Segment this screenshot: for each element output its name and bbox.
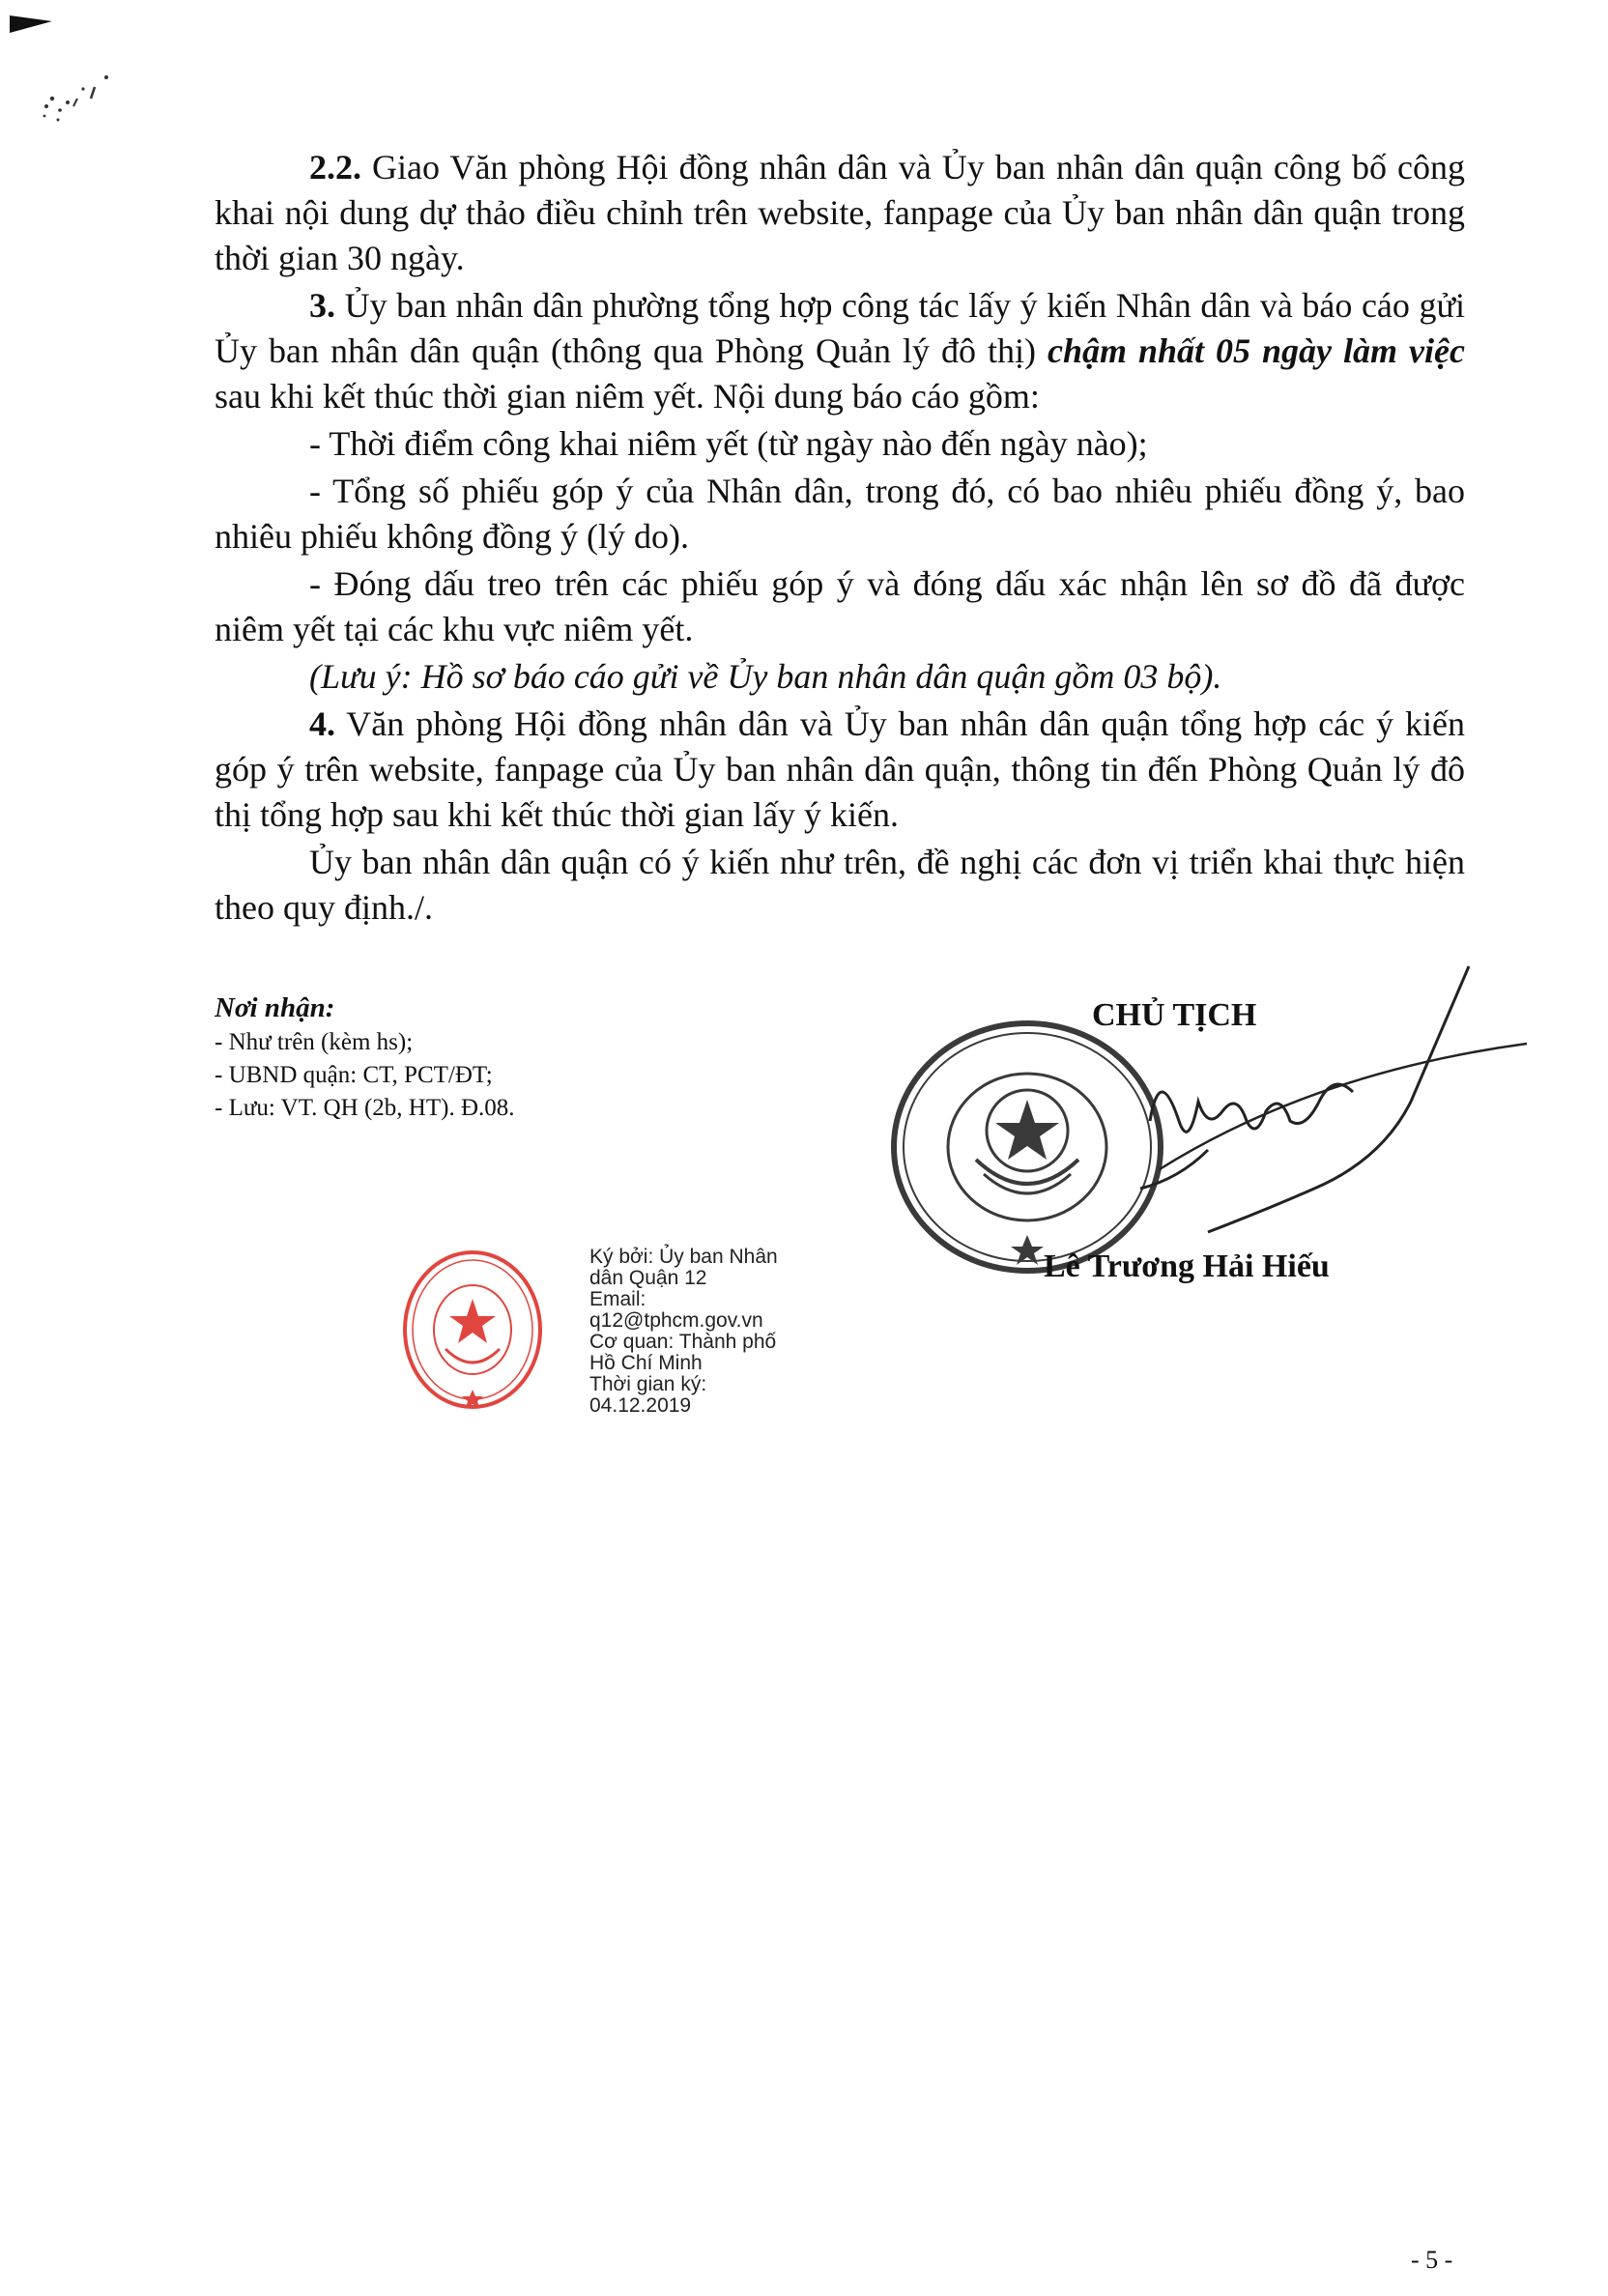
digital-signature-info <box>589 1247 841 1417</box>
document-body <box>215 145 1465 931</box>
paragraph-number: 3. <box>309 286 335 325</box>
digital-signature-line: Thời gian ký: <box>589 1373 707 1395</box>
paragraph-text: sau khi kết thúc thời gian niêm yết. Nội dung báo cáo gồm: <box>215 377 1040 416</box>
corner-triangle-mark <box>10 14 52 35</box>
bullet-item: - Thời điểm công khai niêm yết (từ ngày nào đến ngày nào); <box>309 424 1148 463</box>
recipients-title: Nơi nhận: <box>215 992 335 1023</box>
paragraph-text: Văn phòng Hội đồng nhân dân và Ủy ban nhân dân quận tổng hợp các ý kiến góp ý trên website, fanpage của Ủy ban nhân dân quận, thông tin đến Phòng Quản lý đô thị tổng hợp sau khi kết thúc thời gian lấy ý kiến. <box>215 704 1465 834</box>
signer-role: CHỦ TỊCH <box>1092 997 1257 1033</box>
recipient-item: - UBND quận: CT, PCT/ĐT; <box>215 1062 493 1088</box>
bullet-item: - Tổng số phiếu góp ý của Nhân dân, trong đó, có bao nhiêu phiếu đồng ý, bao nhiêu phiếu không đồng ý (lý do). <box>215 472 1465 556</box>
paragraph-4 <box>215 702 1465 838</box>
note-paragraph: (Lưu ý: Hồ sơ báo cáo gửi về Ủy ban nhân dân quận gồm 03 bộ). <box>309 657 1222 696</box>
page-number: - 5 - <box>1411 2246 1453 2274</box>
paragraph-number: 2.2. <box>309 148 361 187</box>
digital-signature-email: q12@tphcm.gov.vn <box>589 1309 763 1332</box>
paragraph-number: 4. <box>309 704 335 743</box>
digital-signature-line: Hồ Chí Minh <box>589 1352 703 1374</box>
bullet-item: - Đóng dấu treo trên các phiếu góp ý và đóng dấu xác nhận lên sơ đồ đã được niêm yết tại các khu vực niêm yết. <box>215 564 1465 648</box>
paragraph-text: Ủy ban nhân dân phường tổng hợp công tác lấy ý kiến Nhân dân và báo cáo gửi Ủy ban nhân dân quận (thông qua Phòng Quản lý đô thị) <box>215 286 1465 370</box>
recipients-block <box>215 990 756 1125</box>
paragraph-text: Giao Văn phòng Hội đồng nhân dân và Ủy ban nhân dân quận công bố công khai nội dung dự thảo điều chỉnh trên website, fanpage của Ủy ban nhân dân quận trong thời gian 30 ngày. <box>215 148 1465 277</box>
closing-paragraph: Ủy ban nhân dân quận có ý kiến như trên, đề nghị các đơn vị triển khai thực hiện theo quy định./. <box>215 843 1465 927</box>
signer-name: Lê Trương Hải Hiếu <box>1044 1248 1330 1284</box>
scan-specks <box>39 60 126 128</box>
recipient-item: - Như trên (kèm hs); <box>215 1029 414 1055</box>
paragraph-3 <box>215 283 1465 419</box>
paragraph-2-2 <box>215 145 1465 281</box>
digital-signature-date: 04.12.2019 <box>589 1394 692 1417</box>
deadline-emphasis: chậm nhất 05 ngày làm việc <box>1047 331 1465 370</box>
digital-signature-line: Ký bởi: Ủy ban Nhân <box>589 1246 778 1268</box>
digital-signature-line: Cơ quan: Thành phố <box>589 1331 777 1353</box>
digital-signature-line: dân Quận 12 <box>589 1267 707 1289</box>
digital-signature-line: Email: <box>589 1288 646 1310</box>
recipient-item: - Lưu: VT. QH (2b, HT). Đ.08. <box>215 1095 515 1121</box>
digital-stamp-icon <box>401 1248 544 1411</box>
